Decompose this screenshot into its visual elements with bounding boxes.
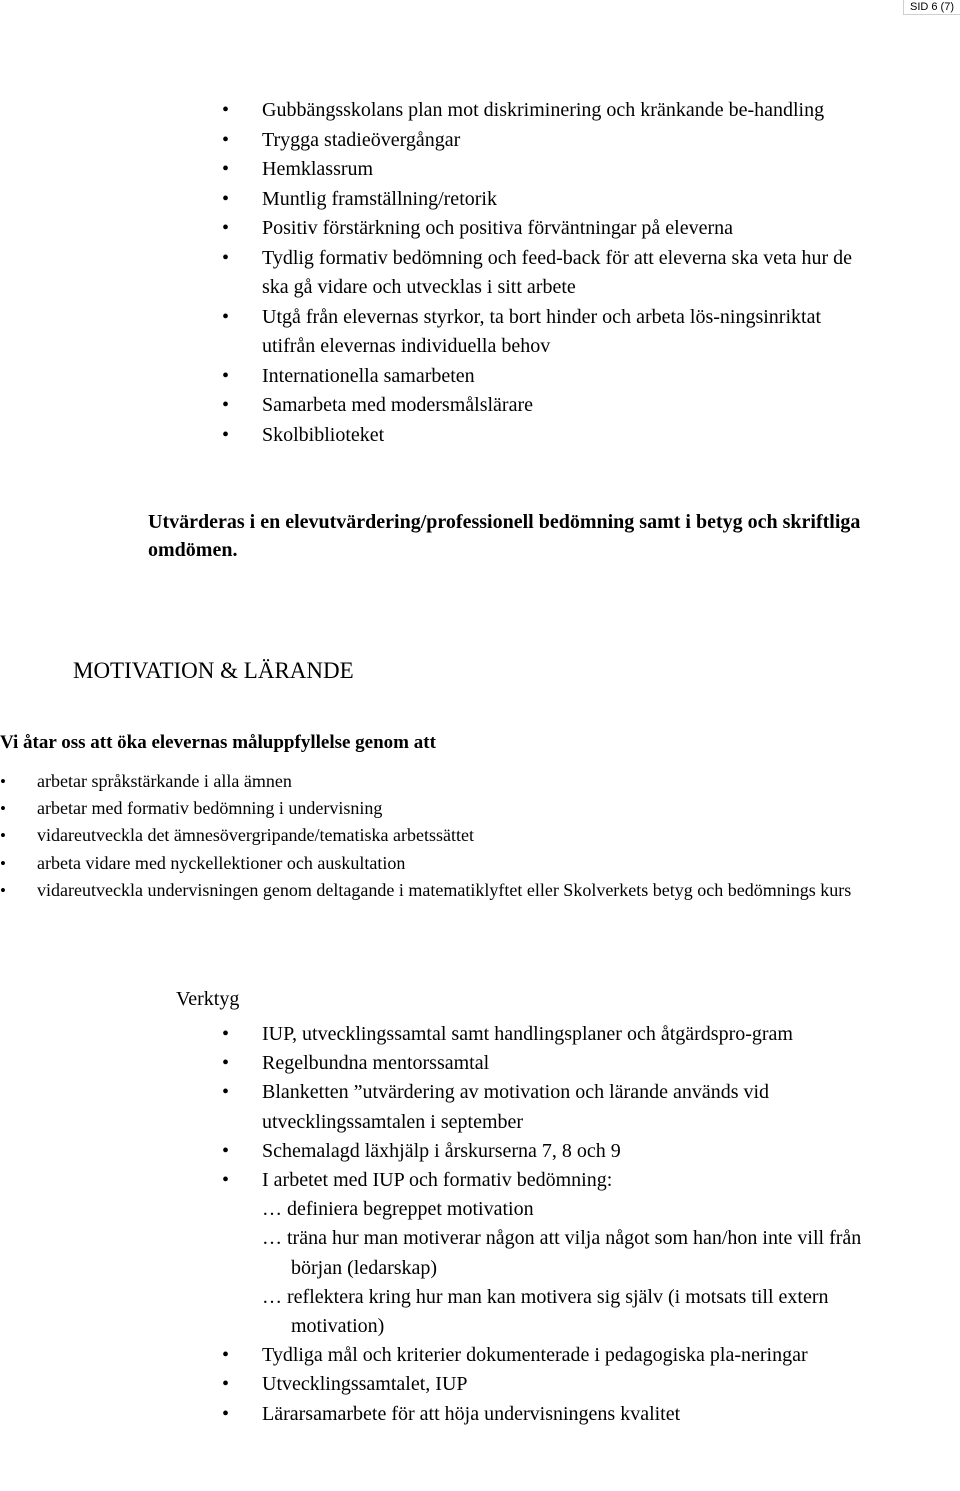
list-item <box>222 1400 874 1429</box>
list-item-text: Utgå från elevernas styrkor, ta bort hinder och arbeta lös-ningsinriktat utifrån elevernas individuella behov <box>262 305 822 357</box>
list-item-text: Regelbundna mentorssamtal <box>262 1052 490 1075</box>
commitment-intro: Vi åtar oss att öka elevernas måluppfyllelse genom att <box>0 732 436 753</box>
list-item <box>0 877 867 904</box>
list-item-text: Internationella samarbeten <box>262 364 475 387</box>
list-item <box>222 1078 874 1136</box>
list-item-text: Schemalagd läxhjälp i årskurserna 7, 8 och 9 <box>262 1139 621 1162</box>
list-item-text: … definiera begreppet motivation <box>262 1198 534 1221</box>
list-item-text: Tydlig formativ bedömning och feed-back för att eleverna ska veta hur de ska gå vidare och utvecklas i sitt arbete <box>262 246 853 298</box>
list-item-text: Skolbiblioteket <box>262 423 385 446</box>
list-item <box>222 1370 874 1399</box>
list-item <box>222 391 862 421</box>
bullet-icon: • <box>222 305 230 328</box>
list-item <box>222 214 862 244</box>
list-item-text: Positiv förstärkning och positiva förväntningar på eleverna <box>262 217 733 239</box>
list-item-text: Utvecklingssamtalet, IUP <box>262 1373 468 1396</box>
sub-list-item <box>262 1283 874 1341</box>
list-item <box>0 850 867 877</box>
bullet-icon: • <box>222 1081 230 1104</box>
list-item <box>222 362 862 392</box>
bullet-icon: • <box>222 1344 230 1367</box>
list-item <box>0 795 867 822</box>
list-item-text: IUP, utvecklingssamtal samt handlingsplaner och åtgärdspro-gram <box>262 1023 793 1045</box>
list-item <box>0 768 867 795</box>
list-item <box>222 1137 874 1166</box>
list-item-text: arbeta vidare med nyckellektioner och auskultation <box>37 852 406 873</box>
bullet-icon: • <box>222 1023 230 1045</box>
measures-list <box>222 96 862 450</box>
list-item-text: vidareutveckla det ämnesövergripande/tematiska arbetssättet <box>37 825 474 846</box>
tools-heading: Verktyg <box>176 988 240 1010</box>
list-item-text: Samarbeta med modersmålslärare <box>262 394 533 416</box>
list-item <box>222 1049 874 1078</box>
bullet-icon: • <box>0 799 6 819</box>
list-item <box>222 185 862 215</box>
sub-list-item <box>262 1195 874 1224</box>
list-item <box>222 303 862 362</box>
list-item <box>222 155 862 185</box>
list-item-text: arbetar språkstärkande i alla ämnen <box>37 771 292 791</box>
bullet-icon: • <box>0 880 6 900</box>
bullet-icon: • <box>222 187 230 210</box>
bullet-icon: • <box>222 1169 230 1192</box>
list-item-text: Hemklassrum <box>262 158 374 180</box>
list-item-text: Trygga stadieövergångar <box>262 128 461 151</box>
list-item <box>0 822 867 849</box>
sub-list-item <box>262 1224 874 1282</box>
list-item-text: I arbetet med IUP och formativ bedömning: <box>262 1169 613 1192</box>
bullet-icon: • <box>222 1402 230 1425</box>
list-item <box>222 244 862 303</box>
bullet-icon: • <box>222 1373 230 1396</box>
list-item <box>222 1020 874 1049</box>
list-item <box>222 126 862 156</box>
bullet-icon: • <box>0 826 6 846</box>
list-item <box>222 421 862 451</box>
bullet-icon: • <box>222 217 230 239</box>
page-number: SID 6 (7) <box>903 0 960 15</box>
section-heading: MOTIVATION & LÄRANDE <box>73 658 354 683</box>
list-item-text: Muntlig framställning/retorik <box>262 187 497 210</box>
bullet-icon: • <box>222 1052 230 1075</box>
list-item <box>222 1341 874 1370</box>
evaluation-note: Utvärderas i en elevutvärdering/professionell bedömning samt i betyg och skriftliga omdömen. <box>148 511 861 561</box>
bullet-icon: • <box>222 423 230 446</box>
commitments-list <box>0 768 867 904</box>
bullet-icon: • <box>222 1139 230 1162</box>
list-item <box>222 1166 874 1195</box>
list-item-text: Blanketten ”utvärdering av motivation och lärande används vid utvecklingssamtalen i september <box>262 1081 770 1133</box>
list-item-text: Tydliga mål och kriterier dokumenterade i pedagogiska pla-neringar <box>262 1344 808 1367</box>
list-item-text: … reflektera kring hur man kan motivera sig själv (i motsats till extern motivation) <box>262 1285 829 1338</box>
bullet-icon: • <box>222 99 230 121</box>
bullet-icon: • <box>0 772 6 791</box>
bullet-icon: • <box>222 364 230 387</box>
list-item-text: Gubbängsskolans plan mot diskriminering och kränkande be-handling <box>262 99 825 121</box>
bullet-icon: • <box>0 853 6 873</box>
list-item-text: Lärarsamarbete för att höja undervisningens kvalitet <box>262 1402 681 1425</box>
bullet-icon: • <box>222 394 230 416</box>
list-item <box>222 96 862 126</box>
list-item-text: vidareutveckla undervisningen genom deltagande i matematiklyftet eller Skolverkets betyg och bedömnings kurs <box>37 879 852 900</box>
bullet-icon: • <box>222 128 230 151</box>
bullet-icon: • <box>222 246 230 269</box>
list-item-text: arbetar med formativ bedömning i undervisning <box>37 798 383 819</box>
tools-list <box>222 1020 874 1429</box>
list-item-text: … träna hur man motiverar någon att vilja något som han/hon inte vill från början (ledarskap) <box>262 1227 862 1279</box>
bullet-icon: • <box>222 158 230 180</box>
